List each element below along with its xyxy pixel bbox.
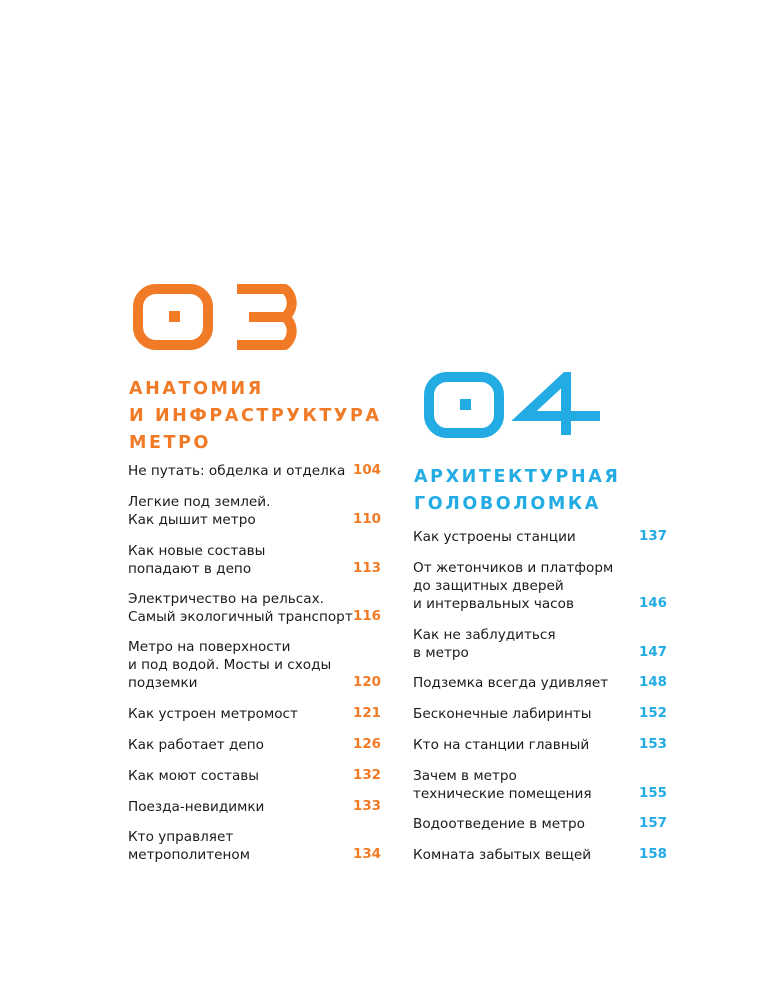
entry-title-line: и интервальных часов	[413, 596, 574, 612]
page-number: 110	[353, 512, 381, 527]
chapter-number-04	[424, 372, 604, 440]
entry-title-line: в метро	[413, 645, 469, 661]
page-number: 158	[639, 847, 667, 862]
page-number: 134	[353, 847, 381, 862]
entry-title-line: Поезда-невидимки	[128, 799, 265, 815]
page-number: 153	[639, 737, 667, 752]
entry-title-line: Как дышит метро	[128, 512, 256, 528]
entry-title-line: и под водой. Мосты и сходы	[128, 657, 332, 673]
entry-title-line: Водоотведение в метро	[413, 816, 585, 832]
entry-title-line: Кто управляет	[128, 829, 234, 845]
entry-title-line: Комната забытых вещей	[413, 847, 592, 863]
page-number: 152	[639, 706, 667, 721]
page-number: 137	[639, 529, 667, 544]
entry-title-line: Как новые составы	[128, 543, 266, 559]
entry-title-line: Метро на поверхности	[128, 639, 291, 655]
entry-title-line: От жетончиков и платформ	[413, 560, 614, 576]
entry-title-line: Как устроены станции	[413, 529, 576, 545]
page-number: 157	[639, 816, 667, 831]
entry-title-line: до защитных дверей	[413, 578, 564, 594]
section-title-line: АНАТОМИЯ	[129, 379, 264, 399]
chapter-number-03	[133, 284, 313, 352]
page-number: 146	[639, 596, 667, 611]
entry-title-line: Легкие под землей.	[128, 494, 271, 510]
page-number: 132	[353, 768, 381, 783]
toc-list-03	[128, 462, 381, 882]
entry-title-line: Подземка всегда удивляет	[413, 675, 609, 691]
entry-title-line: Бесконечные лабиринты	[413, 706, 592, 722]
entry-title-line: Электричество на рельсах.	[128, 591, 324, 607]
entry-title-line: Самый экологичный транспорт	[128, 609, 353, 625]
section-title-line: И ИНФРАСТРУКТУРА	[129, 406, 382, 426]
page-number: 126	[353, 737, 381, 752]
entry-title-line: Зачем в метро	[413, 768, 517, 784]
page-number: 155	[639, 786, 667, 801]
section-title-line: ГОЛОВОЛОМКА	[414, 494, 601, 514]
page-number: 121	[353, 706, 381, 721]
page-number: 133	[353, 799, 381, 814]
entry-title-line: Кто на станции главный	[413, 737, 590, 753]
section-title-04	[414, 464, 620, 518]
entry-title-line: метрополитеном	[128, 847, 250, 863]
entry-title-line: попадают в депо	[128, 561, 252, 577]
entry-title-line: технические помещения	[413, 786, 592, 802]
section-title-03	[129, 376, 382, 457]
entry-title-line: Как работает депо	[128, 737, 264, 753]
entry-title-line: Как моют составы	[128, 768, 260, 784]
entry-title-line: Как устроен метромост	[128, 706, 298, 722]
page-number: 120	[353, 675, 381, 690]
page-number: 116	[353, 609, 381, 624]
page-number: 113	[353, 561, 381, 576]
entry-title-line: подземки	[128, 675, 198, 691]
page-number: 104	[353, 463, 381, 478]
toc-list-04	[413, 528, 667, 868]
entry-title-line: Как не заблудиться	[413, 627, 556, 643]
section-title-line: АРХИТЕКТУРНАЯ	[414, 467, 621, 487]
page-number: 147	[639, 645, 667, 660]
page-number: 148	[639, 675, 667, 690]
section-title-line: МЕТРО	[129, 433, 212, 453]
entry-title-line: Не путать: обделка и отделка	[128, 463, 346, 479]
